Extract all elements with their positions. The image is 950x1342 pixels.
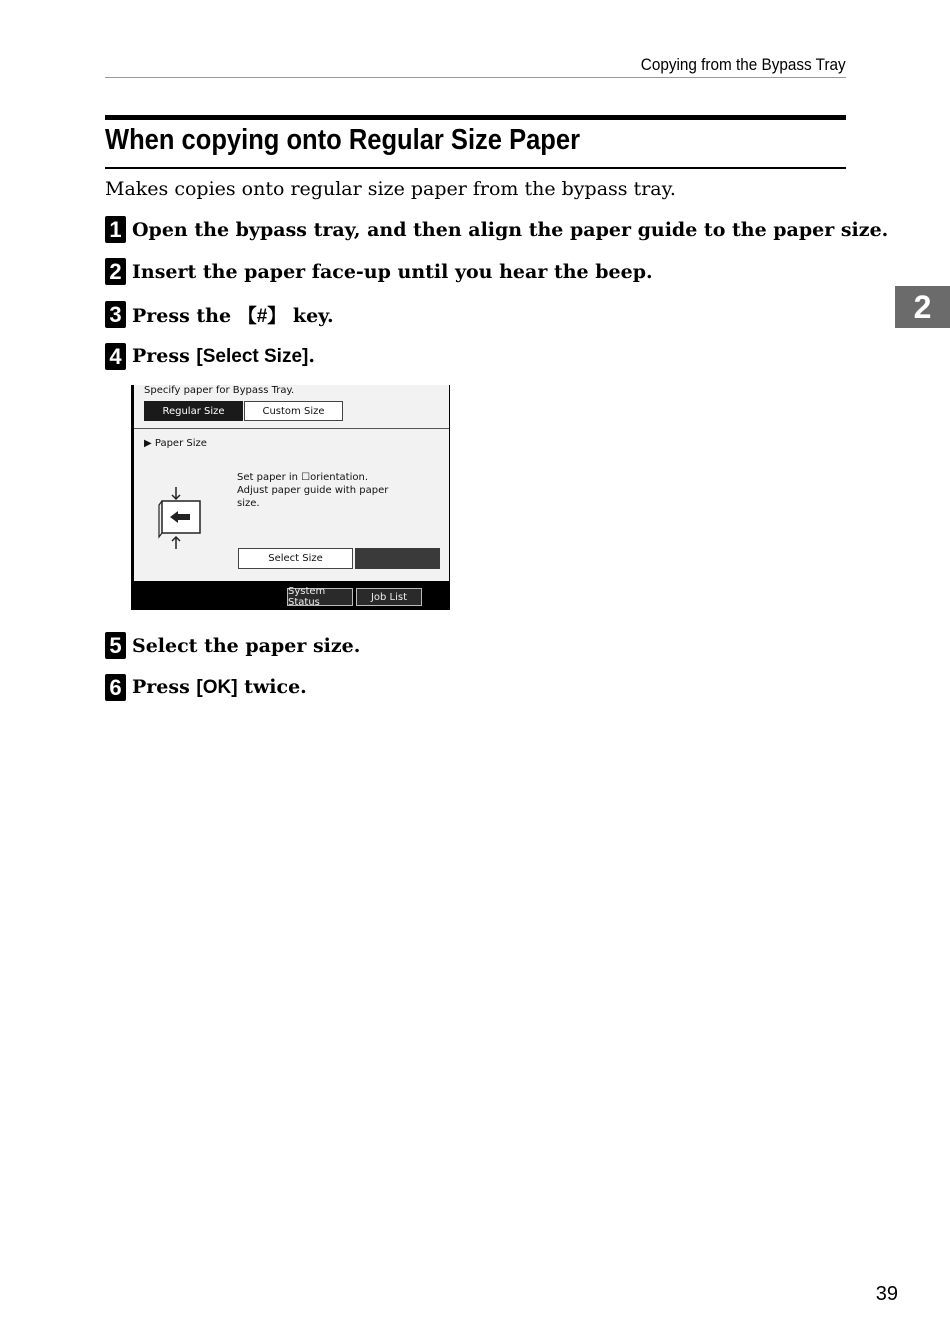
step-number: 4: [105, 343, 126, 370]
button-name: [OK]: [196, 677, 238, 698]
hash-key-icon: #: [256, 306, 268, 327]
select-size-value: [355, 548, 440, 569]
section-title: When copying onto Regular Size Paper: [105, 124, 581, 156]
step-prefix: Press the: [132, 305, 238, 327]
step-5: [105, 632, 360, 659]
step-number: 1: [105, 216, 126, 243]
key-bracket-open: 【: [237, 305, 257, 327]
system-status-button[interactable]: System Status: [287, 588, 353, 606]
chapter-tab: 2: [895, 286, 950, 328]
job-list-button[interactable]: Job List: [356, 588, 422, 606]
step-prefix: Press: [132, 345, 197, 367]
custom-size-tab[interactable]: Custom Size: [244, 401, 343, 421]
button-name: [Select Size]: [196, 346, 309, 367]
header-rule: [105, 77, 846, 78]
step-3: [105, 301, 334, 328]
step-2: [105, 258, 653, 285]
title-rule-bottom: [105, 167, 846, 169]
key-bracket-close: 】: [267, 305, 287, 327]
step-4: [105, 343, 315, 370]
paper-size-label: ▶ Paper Size: [144, 438, 207, 449]
step-text: [132, 301, 334, 328]
step-suffix: key.: [286, 305, 334, 327]
step-text: [132, 345, 315, 368]
select-size-button[interactable]: Select Size: [238, 548, 353, 569]
regular-size-tab[interactable]: Regular Size: [144, 401, 243, 421]
step-prefix: Press: [132, 676, 197, 698]
step-6: [105, 674, 307, 701]
step-text: Select the paper size.: [132, 634, 361, 657]
step-text: Open the bypass tray, and then align the paper guide to the paper size.: [132, 218, 889, 241]
step-number: 2: [105, 258, 126, 285]
step-number: 6: [105, 674, 126, 701]
step-suffix: twice.: [237, 676, 307, 698]
step-number: 5: [105, 632, 126, 659]
bypass-tray-icon: [156, 483, 206, 553]
panel-caption: Specify paper for Bypass Tray.: [144, 385, 295, 396]
paper-instructions: Set paper in ☐orientation. Adjust paper guide with paper size.: [237, 472, 389, 509]
step-text: Insert the paper face-up until you hear the beep.: [132, 260, 653, 283]
title-rule-top: [105, 115, 846, 120]
step-text: [132, 676, 307, 699]
intro-text: Makes copies onto regular size paper from the bypass tray.: [105, 178, 676, 200]
page-number: 39: [875, 1283, 898, 1305]
step-1: [105, 216, 888, 243]
panel-divider: [134, 428, 449, 429]
running-head: Copying from the Bypass Tray: [641, 55, 846, 74]
control-panel-screenshot: [131, 385, 450, 610]
step-number: 3: [105, 301, 126, 328]
step-suffix: .: [308, 345, 315, 367]
panel-screen: [134, 385, 449, 581]
